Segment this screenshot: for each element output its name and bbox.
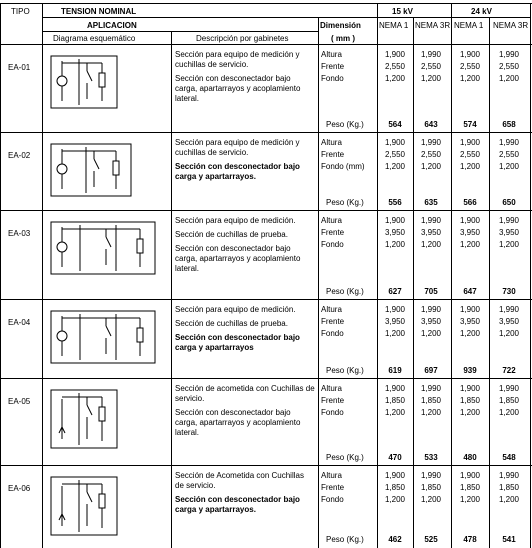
dimension-value: 1,990 <box>420 138 442 147</box>
dimension-value: 1,990 <box>420 471 442 480</box>
peso-value: 697 <box>424 366 438 375</box>
peso-value: 470 <box>388 453 402 462</box>
row-description: Sección para equipo de medición. <box>175 305 296 314</box>
header-tension-nominal: TENSION NOMINAL <box>61 7 137 16</box>
dimension-label: Fondo <box>321 240 344 249</box>
dimension-label: Frente <box>321 62 345 71</box>
dimension-value: 1,900 <box>459 216 481 225</box>
dimension-label: Fondo <box>321 74 344 83</box>
peso-value: 525 <box>424 535 438 544</box>
dimension-value: 1,200 <box>498 74 520 83</box>
header-divider-subcolumns <box>42 31 318 32</box>
dimension-label: Frente <box>321 150 345 159</box>
dimension-value: 1,200 <box>498 240 520 249</box>
peso-label: Peso (Kg.) <box>326 366 364 375</box>
dimension-value: 1,850 <box>459 396 481 405</box>
dimension-value: 1,200 <box>420 162 442 171</box>
dimension-label: Frente <box>321 228 345 237</box>
dimension-value: 1,990 <box>498 50 520 59</box>
dimension-label: Frente <box>321 396 345 405</box>
dimension-value: 1,200 <box>420 329 442 338</box>
header-divider-bottom <box>0 44 532 45</box>
row-description: Sección con desconectador bajo carga, apartarrayos y acoplamiento lateral. <box>175 244 301 273</box>
peso-value: 647 <box>463 287 477 296</box>
dimension-value: 1,900 <box>459 384 481 393</box>
dimension-value: 1,900 <box>384 216 406 225</box>
header-nema3r-24kv: NEMA 3R <box>493 21 529 30</box>
dimension-value: 1,990 <box>498 471 520 480</box>
dimension-value: 1,200 <box>459 162 481 171</box>
row-type-code: EA-06 <box>8 484 31 493</box>
row-description: Sección con desconectador bajo carga y apartarrayos. <box>175 495 300 514</box>
header-24kv: 24 kV <box>471 7 492 16</box>
dimension-value: 1,850 <box>384 396 406 405</box>
dimension-value: 1,900 <box>384 471 406 480</box>
column-divider-dimension <box>377 3 378 548</box>
row-type-code: EA-01 <box>8 63 31 72</box>
dimension-label: Altura <box>321 50 342 59</box>
row-type-code: EA-02 <box>8 151 31 160</box>
dimension-value: 3,950 <box>384 317 406 326</box>
dimension-value: 1,850 <box>420 483 442 492</box>
dimension-label: Fondo <box>321 495 344 504</box>
column-divider-tipo <box>42 3 43 548</box>
dimension-value: 3,950 <box>420 228 442 237</box>
header-divider-nema <box>377 17 530 18</box>
dimension-value: 1,900 <box>459 305 481 314</box>
dimension-value: 1,900 <box>459 471 481 480</box>
header-nema1-15kv: NEMA 1 <box>379 21 409 30</box>
dimension-value: 3,950 <box>498 228 520 237</box>
column-divider-description <box>318 17 319 548</box>
dimension-value: 1,200 <box>498 329 520 338</box>
dimension-value: 3,950 <box>420 317 442 326</box>
dimension-value: 1,200 <box>420 408 442 417</box>
header-diagrama: Diagrama esquemático <box>53 34 136 43</box>
dimension-value: 1,200 <box>420 74 442 83</box>
header-nema1-24kv: NEMA 1 <box>454 21 484 30</box>
dimension-label: Altura <box>321 471 342 480</box>
dimension-value: 2,550 <box>498 150 520 159</box>
peso-value: 939 <box>463 366 477 375</box>
dimension-label: Altura <box>321 216 342 225</box>
peso-value: 548 <box>502 453 516 462</box>
row-type-code: EA-04 <box>8 318 31 327</box>
dimension-value: 1,900 <box>459 50 481 59</box>
peso-label: Peso (Kg.) <box>326 535 364 544</box>
table-border-right <box>530 3 531 548</box>
row-description: Sección para equipo de medición y cuchillas de servicio. <box>175 50 300 69</box>
peso-value: 556 <box>388 198 402 207</box>
dimension-value: 1,990 <box>420 384 442 393</box>
header-15kv: 15 kV <box>392 7 413 16</box>
row-description: Sección de cuchillas de prueba. <box>175 230 288 239</box>
header-tipo: TIPO <box>11 7 30 16</box>
header-nema3r-15kv: NEMA 3R <box>415 21 451 30</box>
dimension-value: 2,550 <box>459 150 481 159</box>
dimension-value: 1,900 <box>384 50 406 59</box>
dimension-value: 1,850 <box>498 483 520 492</box>
peso-label: Peso (Kg.) <box>326 198 364 207</box>
column-divider-diagram <box>171 31 172 548</box>
column-divider-nema-b <box>489 17 490 548</box>
row-description: Sección con desconectador bajo carga y apartarrayos. <box>175 162 300 181</box>
row-description: Sección de Acometida con Cuchillas de servicio. <box>175 471 304 490</box>
table-border-left <box>0 3 1 548</box>
row-description: Sección con desconectador bajo carga, apartarrayos y acoplamiento lateral. <box>175 408 301 437</box>
dimension-value: 1,200 <box>384 240 406 249</box>
dimension-value: 1,200 <box>498 162 520 171</box>
peso-value: 705 <box>424 287 438 296</box>
dimension-value: 1,990 <box>498 138 520 147</box>
schematic-diagram <box>50 389 120 451</box>
table-border-top <box>0 3 532 4</box>
row-divider <box>0 132 532 133</box>
peso-value: 658 <box>502 120 516 129</box>
dimension-label: Altura <box>321 384 342 393</box>
dimension-value: 1,200 <box>459 408 481 417</box>
dimension-value: 1,200 <box>459 495 481 504</box>
dimension-value: 3,950 <box>459 317 481 326</box>
dimension-label: Fondo (mm) <box>321 162 365 171</box>
row-description: Sección con desconectador bajo carga, apartarrayos y acoplamiento lateral. <box>175 74 301 103</box>
row-type-code: EA-03 <box>8 229 31 238</box>
header-aplicacion: APLICACION <box>87 21 137 30</box>
schematic-diagram <box>50 310 158 366</box>
peso-value: 574 <box>463 120 477 129</box>
peso-value: 650 <box>502 198 516 207</box>
peso-label: Peso (Kg.) <box>326 453 364 462</box>
row-description: Sección para equipo de medición. <box>175 216 296 225</box>
peso-value: 722 <box>502 366 516 375</box>
dimension-value: 1,200 <box>420 495 442 504</box>
dimension-label: Fondo <box>321 329 344 338</box>
header-dimension: Dimensión <box>320 21 361 30</box>
row-divider <box>0 210 532 211</box>
dimension-label: Fondo <box>321 408 344 417</box>
row-divider <box>0 299 532 300</box>
dimension-value: 1,900 <box>384 138 406 147</box>
dimension-value: 1,990 <box>420 216 442 225</box>
dimension-value: 1,900 <box>459 138 481 147</box>
dimension-value: 2,550 <box>420 62 442 71</box>
peso-value: 619 <box>388 366 402 375</box>
peso-value: 478 <box>463 535 477 544</box>
dimension-label: Frente <box>321 317 345 326</box>
peso-value: 480 <box>463 453 477 462</box>
dimension-value: 1,990 <box>420 50 442 59</box>
dimension-value: 1,200 <box>498 495 520 504</box>
dimension-value: 3,950 <box>459 228 481 237</box>
dimension-value: 1,850 <box>384 483 406 492</box>
dimension-value: 1,200 <box>384 162 406 171</box>
dimension-value: 1,850 <box>459 483 481 492</box>
dimension-value: 2,550 <box>498 62 520 71</box>
peso-value: 643 <box>424 120 438 129</box>
dimension-value: 1,850 <box>420 396 442 405</box>
row-divider <box>0 465 532 466</box>
dimension-value: 1,200 <box>459 240 481 249</box>
dimension-value: 1,200 <box>459 329 481 338</box>
dimension-value: 1,200 <box>384 495 406 504</box>
dimension-value: 2,550 <box>459 62 481 71</box>
header-descripcion: Descripción por gabinetes <box>196 34 289 43</box>
dimension-value: 1,200 <box>498 408 520 417</box>
peso-value: 462 <box>388 535 402 544</box>
schematic-diagram <box>50 143 134 199</box>
dimension-value: 1,990 <box>498 305 520 314</box>
schematic-diagram <box>50 55 120 111</box>
peso-value: 566 <box>463 198 477 207</box>
peso-value: 635 <box>424 198 438 207</box>
dimension-value: 3,950 <box>498 317 520 326</box>
dimension-value: 1,990 <box>420 305 442 314</box>
peso-value: 533 <box>424 453 438 462</box>
row-description: Sección con desconectador bajo carga y apartarrayos <box>175 333 300 352</box>
dimension-value: 1,200 <box>420 240 442 249</box>
dimension-value: 1,200 <box>384 408 406 417</box>
dimension-value: 3,950 <box>384 228 406 237</box>
dimension-value: 1,900 <box>384 384 406 393</box>
dimension-label: Altura <box>321 138 342 147</box>
dimension-value: 1,990 <box>498 384 520 393</box>
dimension-value: 2,550 <box>384 62 406 71</box>
row-description: Sección para equipo de medición y cuchillas de servicio. <box>175 138 300 157</box>
peso-value: 627 <box>388 287 402 296</box>
row-description: Sección de acometida con Cuchillas de servicio. <box>175 384 315 403</box>
dimension-value: 2,550 <box>420 150 442 159</box>
dimension-value: 1,990 <box>498 216 520 225</box>
dimension-value: 2,550 <box>384 150 406 159</box>
peso-value: 564 <box>388 120 402 129</box>
dimension-value: 1,900 <box>384 305 406 314</box>
peso-label: Peso (Kg.) <box>326 287 364 296</box>
column-divider-nema-a <box>413 17 414 548</box>
peso-label: Peso (Kg.) <box>326 120 364 129</box>
peso-value: 730 <box>502 287 516 296</box>
peso-value: 541 <box>502 535 516 544</box>
dimension-value: 1,200 <box>459 74 481 83</box>
schematic-diagram <box>50 476 120 538</box>
dimension-value: 1,200 <box>384 329 406 338</box>
column-divider-kv <box>451 3 452 548</box>
header-mm: ( mm ) <box>331 34 355 43</box>
dimension-label: Frente <box>321 483 345 492</box>
dimension-value: 1,200 <box>384 74 406 83</box>
row-divider <box>0 378 532 379</box>
dimension-value: 1,850 <box>498 396 520 405</box>
row-type-code: EA-05 <box>8 397 31 406</box>
dimension-label: Altura <box>321 305 342 314</box>
row-description: Sección de cuchillas de prueba. <box>175 319 288 328</box>
schematic-diagram <box>50 221 158 277</box>
